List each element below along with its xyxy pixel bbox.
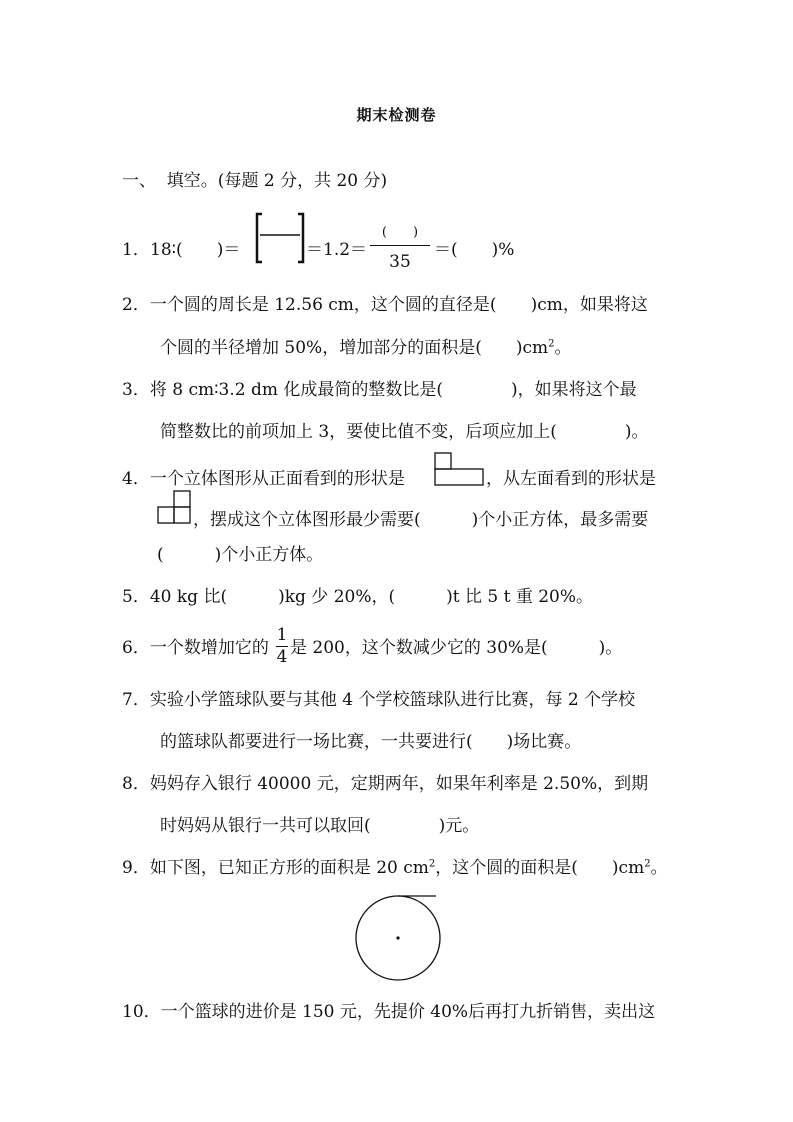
q6-line-1a: 6．一个数增加它的 [122,638,269,658]
q8-line-2: 时妈妈从银行一共可以取回( )元。 [160,816,480,836]
q8-line-1: 8．妈妈存入银行 40000 元，定期两年，如果年利率是 2.50%，到期 [122,774,649,794]
q6-fraction-numerator: 1 [276,625,288,645]
q7-line-1: 7．实验小学篮球队要与其他 4 个学校篮球队进行比赛，每 2 个学校 [122,690,636,710]
q1-fraction-numerator: ( ) [381,225,419,240]
q1-fraction-bar [370,245,430,246]
q6-fraction-denominator: 4 [276,647,288,667]
q4-line-1b: ，从左面看到的形状是 [486,469,656,489]
q1-fraction-denominator: 35 [389,252,411,272]
q4-line-3: ( )个小正方体。 [157,545,324,565]
q1-ratio-text: 18∶( )＝ [150,240,241,260]
q9-line-1: 9．如下图，已知正方形的面积是 20 $cm^2$，这个圆的面积是( )$cm^2$。 [122,858,668,878]
q1-number: 1． [122,240,150,260]
circle-square-figure [352,892,452,984]
q7-line-2: 的篮球队都要进行一场比赛，一共要进行( )场比赛。 [160,732,582,752]
q2-line-1: 2．一个圆的周长是 12.56 cm，这个圆的直径是( )cm，如果将这 [122,295,648,315]
left-view-figure [157,490,193,526]
circle-center-dot [396,936,399,939]
q1-percent-text: ＝( )% [434,240,515,260]
q6-line-1b: 是 200，这个数减少它的 30%是( )。 [290,638,623,658]
q1-decimal-text: ＝1.2＝ [306,240,368,260]
q3-line-1: 3．将 8 cm∶3.2 dm 化成最简的整数比是( )，如果将这个最 [122,380,637,400]
q2-line-2: 个圆的半径增加 50%，增加部分的面积是( )$cm^2$。 [160,338,572,358]
section-heading: 一、 填空。(每题 2 分，共 20 分) [122,171,388,191]
q1-bracket-fraction [254,211,306,265]
q3-line-2: 简整数比的前项加上 3，要使比值不变，后项应加上( )。 [160,422,649,442]
front-view-figure [434,452,484,488]
q4-line-1a: 4．一个立体图形从正面看到的形状是 [122,469,405,489]
q5-line-1: 5．40 kg 比( )kg 少 20%，( )t 比 5 t 重 20%。 [122,587,594,607]
q10-line-1: 10．一个篮球的进价是 150 元，先提价 40%后再打九折销售，卖出这 [122,1002,656,1022]
q4-line-2: ，摆成这个立体图形最少需要( )个小正方体，最多需要 [193,510,649,530]
page-title: 期末检测卷 [356,106,437,124]
